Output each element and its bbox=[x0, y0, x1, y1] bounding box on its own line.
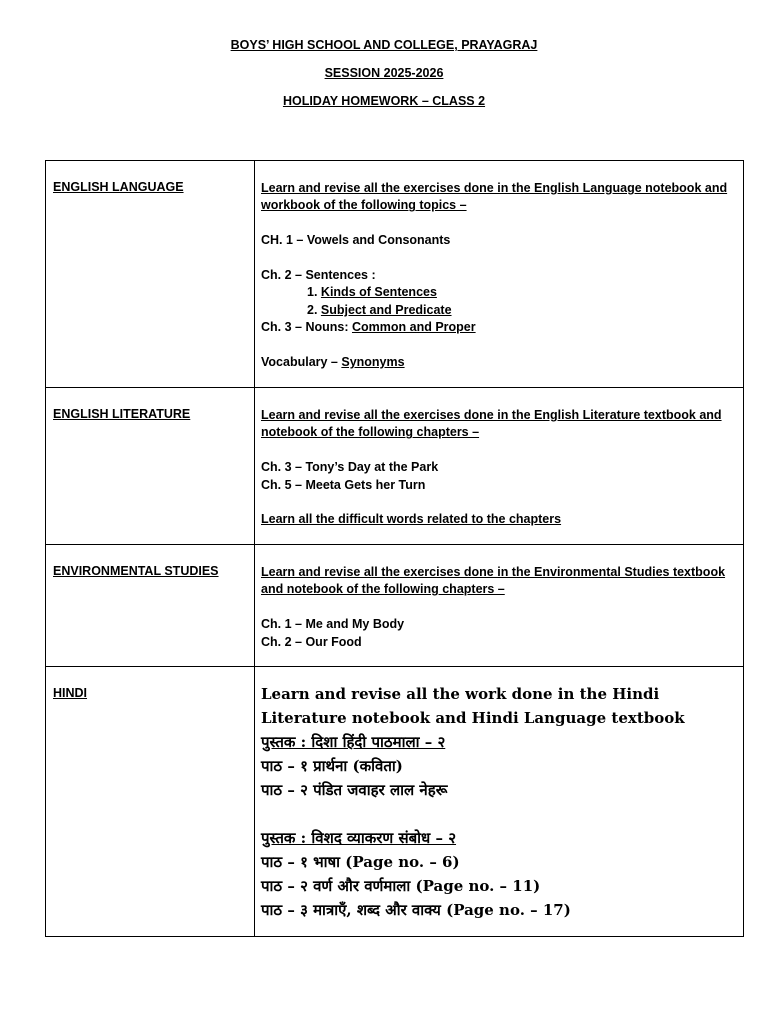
book-title: पुस्तक : विशद व्याकरण संबोध – २ bbox=[261, 829, 457, 847]
table-row bbox=[46, 388, 744, 545]
chapter-line: Ch. 1 – Me and My Body bbox=[261, 617, 405, 632]
lesson-line: पाठ – २ वर्ण और वर्णमाला (Page no. – 11) bbox=[261, 877, 541, 895]
chapter-line: Ch. 5 – Meeta Gets her Turn bbox=[261, 477, 426, 492]
session-title: SESSION 2025-2026 bbox=[324, 66, 444, 80]
english-language-content bbox=[255, 161, 743, 371]
english-literature-content bbox=[255, 388, 743, 529]
environmental-studies-content bbox=[255, 545, 743, 651]
hindi-content bbox=[255, 667, 743, 922]
lesson-line: पाठ – २ पंडित जवाहर लाल नेहरू bbox=[261, 781, 448, 799]
vocabulary-line: Vocabulary – Synonyms bbox=[261, 355, 405, 370]
list-item: 2. Subject and Predicate bbox=[307, 302, 452, 317]
chapter-line: Ch. 3 – Tony’s Day at the Park bbox=[261, 460, 439, 475]
chapter-line: CH. 1 – Vowels and Consonants bbox=[261, 233, 451, 248]
table-row bbox=[46, 161, 744, 388]
chapter-line: Ch. 2 – Our Food bbox=[261, 634, 362, 649]
page-title: HOLIDAY HOMEWORK – CLASS 2 bbox=[282, 94, 486, 108]
lesson-line: पाठ – १ भाषा (Page no. – 6) bbox=[261, 853, 460, 871]
section-intro: Learn and revise all the work done in the Hindi Literature notebook and Hindi Language textbook bbox=[261, 685, 685, 727]
lesson-line: पाठ – १ प्रार्थना (कविता) bbox=[261, 757, 403, 775]
subject-hindi: HINDI bbox=[53, 686, 88, 700]
section-intro: Learn and revise all the exercises done in the Environmental Studies textbook and notebook of the following chapters – bbox=[261, 565, 726, 597]
section-intro: Learn and revise all the exercises done in the English Literature textbook and notebook of the following chapters – bbox=[261, 408, 722, 440]
lesson-line: पाठ – ३ मात्राएँ, शब्द और वाक्य (Page no. – 17) bbox=[261, 901, 571, 919]
subject-environmental-studies: ENVIRONMENTAL STUDIES bbox=[53, 564, 219, 578]
chapter-line: Ch. 2 – Sentences : bbox=[261, 268, 376, 282]
table-row bbox=[46, 667, 744, 937]
subject-english-language: ENGLISH LANGUAGE bbox=[53, 180, 184, 194]
chapter-line: Ch. 3 – Nouns: Common and Proper bbox=[261, 320, 476, 335]
section-intro: Learn and revise all the exercises done in the English Language notebook and workbook of the following topics – bbox=[261, 181, 728, 213]
subject-english-literature: ENGLISH LITERATURE bbox=[53, 407, 191, 421]
difficult-words-line: Learn all the difficult words related to the chapters bbox=[261, 512, 562, 527]
table-row bbox=[46, 545, 744, 667]
book-title: पुस्तक : दिशा हिंदी पाठमाला – २ bbox=[261, 733, 446, 751]
homework-table bbox=[45, 160, 744, 937]
school-name: BOYS’ HIGH SCHOOL AND COLLEGE, PRAYAGRAJ bbox=[230, 38, 538, 52]
list-item: 1. Kinds of Sentences bbox=[307, 285, 437, 300]
